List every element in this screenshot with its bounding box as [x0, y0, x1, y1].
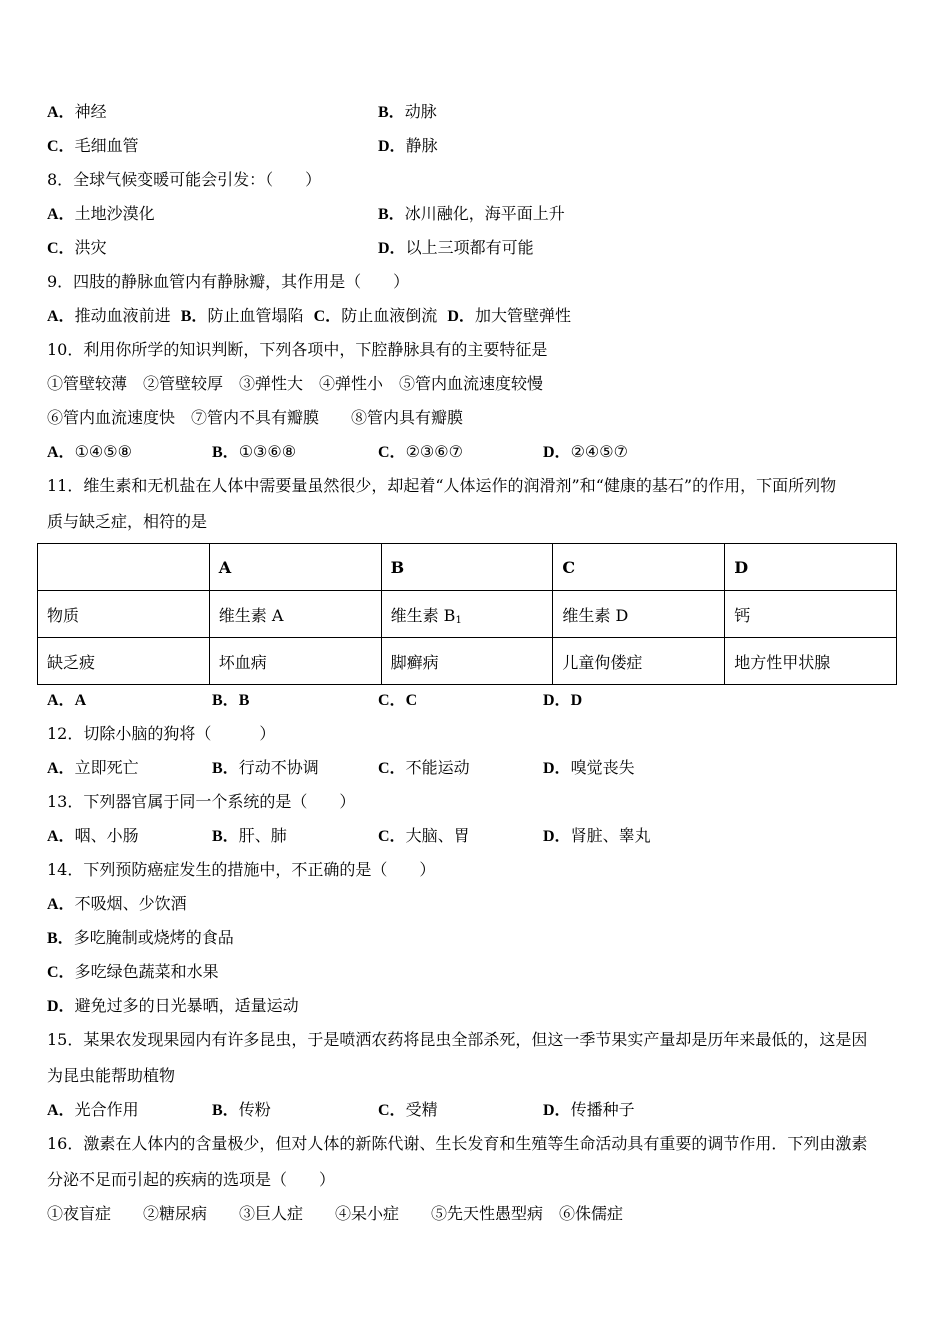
option-label: B． — [212, 1102, 239, 1119]
table-cell — [381, 591, 553, 638]
option-text: 咽、小肠 — [74, 826, 139, 845]
option-label: B． — [378, 104, 405, 121]
table-row-label: 物质 — [38, 591, 210, 638]
q9-options — [47, 306, 571, 327]
option-text: 肾脏、睾丸 — [570, 826, 651, 845]
q11-option-a — [47, 690, 86, 711]
q16-stem-line2: 分泌不足而引起的疾病的选项是（ ） — [47, 1170, 336, 1189]
q10-stem: 10．利用你所学的知识判断，下列各项中，下腔静脉具有的主要特征是 — [47, 340, 548, 359]
q14-option-b — [47, 928, 234, 949]
q10-items-line2: ⑥管内血流速度快 ⑦管内不具有瓣膜 ⑧管内具有瓣膜 — [47, 408, 464, 427]
option-label: B． — [212, 760, 239, 777]
option-text: B — [238, 692, 250, 709]
option-label: C． — [313, 308, 342, 325]
q11-stem-line1: 11．维生素和无机盐在人体中需要量虽然很少，却起着“人体运作的润滑剂”和“健康的基石”的作用，下面所列物 — [47, 476, 837, 495]
option-label: C． — [378, 1102, 406, 1119]
q8-option-a — [47, 204, 155, 225]
option-text: 冰川融化，海平面上升 — [404, 204, 565, 223]
option-label: A． — [47, 896, 75, 913]
option-label: A． — [47, 760, 75, 777]
table-cell — [38, 544, 210, 591]
q15-option-a — [47, 1100, 139, 1121]
option-label: C． — [378, 828, 406, 845]
option-label: A． — [47, 104, 75, 121]
option-text: 行动不协调 — [238, 758, 319, 777]
option-label: A． — [47, 308, 75, 325]
q13-option-a — [47, 826, 139, 847]
option-text: 加大管壁弹性 — [474, 306, 571, 325]
option-text: 不吸烟、少饮酒 — [74, 894, 187, 913]
q14-option-a — [47, 894, 187, 915]
table-cell: 坏血病 — [209, 638, 381, 685]
q10-items-line1: ①管壁较薄 ②管壁较厚 ③弹性大 ④弹性小 ⑤管内血流速度较慢 — [47, 374, 544, 393]
q7-option-d — [378, 136, 438, 157]
q14-option-c — [47, 962, 219, 983]
option-label: B． — [378, 206, 405, 223]
table-header-cell: D — [725, 544, 897, 591]
q8-option-b — [378, 204, 565, 225]
option-label: D． — [47, 998, 75, 1015]
option-text: 推动血液前进 — [74, 306, 171, 325]
q11-option-b — [212, 690, 249, 711]
table-cell: 钙 — [725, 591, 897, 638]
q7-option-b — [378, 102, 437, 123]
q11-option-d — [543, 690, 582, 711]
table-row-label: 缺乏疲 — [38, 638, 210, 685]
option-label: A． — [47, 1102, 75, 1119]
option-label: C． — [378, 692, 406, 709]
option-label: C． — [47, 138, 75, 155]
q14-option-d — [47, 996, 299, 1017]
q12-option-a — [47, 758, 139, 779]
q12-stem: 12．切除小脑的狗将（ ） — [47, 724, 276, 743]
option-text: 静脉 — [405, 136, 438, 155]
q8-stem: 8．全球气候变暖可能会引发：（ ） — [47, 170, 322, 189]
option-text: 洪灾 — [74, 238, 107, 257]
option-label: D． — [378, 240, 406, 257]
option-text: 毛细血管 — [74, 136, 139, 155]
option-label: D． — [543, 444, 571, 461]
option-label: B． — [212, 692, 239, 709]
option-label: D． — [543, 828, 571, 845]
option-text: 光合作用 — [74, 1100, 139, 1119]
q15-stem-line2: 为昆虫能帮助植物 — [47, 1066, 176, 1085]
option-text: 多吃绿色蔬菜和水果 — [74, 962, 219, 981]
option-label: B． — [212, 828, 239, 845]
table-header-cell: C — [553, 544, 725, 591]
q15-option-d — [543, 1100, 635, 1121]
q12-option-d — [543, 758, 635, 779]
option-text: ②④⑤⑦ — [570, 442, 628, 461]
option-text: D — [570, 692, 583, 709]
q13-option-c — [378, 826, 470, 847]
option-text: 防止血液倒流 — [341, 306, 438, 325]
q16-items: ①夜盲症 ②糖尿病 ③巨人症 ④呆小症 ⑤先天性愚型病 ⑥侏儒症 — [47, 1204, 624, 1223]
option-text: 传播种子 — [570, 1100, 635, 1119]
table-cell: 维生素 A — [209, 591, 381, 638]
option-label: D． — [543, 760, 571, 777]
q8-option-d — [378, 238, 534, 259]
option-label: A． — [47, 828, 75, 845]
table-cell: 脚癣病 — [381, 638, 553, 685]
q15-option-c — [378, 1100, 438, 1121]
option-text: 多吃腌制或烧烤的食品 — [73, 928, 234, 947]
table-header-row — [38, 544, 897, 591]
option-text: 立即死亡 — [74, 758, 139, 777]
q10-option-d — [543, 442, 628, 463]
table-cell: 地方性甲状腺 — [725, 638, 897, 685]
option-label: D． — [447, 308, 475, 325]
option-text: 嗅觉丧失 — [570, 758, 635, 777]
option-label: C． — [47, 240, 75, 257]
option-label: C． — [378, 760, 406, 777]
table-header-cell: B — [381, 544, 553, 591]
q10-option-a — [47, 442, 132, 463]
option-text: ①④⑤⑧ — [74, 442, 132, 461]
option-text: ①③⑥⑧ — [238, 442, 297, 461]
option-label: D． — [543, 692, 571, 709]
option-text: ②③⑥⑦ — [405, 442, 463, 461]
q13-stem: 13．下列器官属于同一个系统的是（ ） — [47, 792, 356, 811]
option-label: D． — [543, 1102, 571, 1119]
option-label: C． — [47, 964, 75, 981]
q11-option-c — [378, 690, 417, 711]
option-text: 土地沙漠化 — [74, 204, 155, 223]
q10-option-b — [212, 442, 296, 463]
table-cell: 儿童佝偻症 — [553, 638, 725, 685]
option-text: 防止血管塌陷 — [207, 306, 304, 325]
q11-stem-line2: 质与缺乏症，相符的是 — [47, 512, 208, 531]
option-label: A． — [47, 444, 75, 461]
option-text: 受精 — [405, 1100, 438, 1119]
q8-option-c — [47, 238, 107, 259]
option-text: 不能运动 — [405, 758, 470, 777]
option-label: C． — [378, 444, 406, 461]
option-label: B． — [212, 444, 239, 461]
q13-option-d — [543, 826, 651, 847]
q7-option-a — [47, 102, 107, 123]
q10-option-c — [378, 442, 463, 463]
option-label: A． — [47, 206, 75, 223]
q15-stem-line1: 15．某果农发现果园内有许多昆虫，于是喷洒农药将昆虫全部杀死，但这一季节果实产量却是历年来最低的，这是因 — [47, 1030, 868, 1049]
q16-stem-line1: 16．激素在人体内的含量极少，但对人体的新陈代谢、生长发育和生殖等生命活动具有重要的调节作用．下列由激素 — [47, 1134, 868, 1153]
q7-option-c — [47, 136, 139, 157]
option-label: A． — [47, 692, 75, 709]
q11-table — [37, 543, 897, 685]
subscript: 1 — [455, 614, 462, 626]
option-label: B． — [47, 930, 74, 947]
option-text: C — [405, 692, 418, 709]
option-label: D． — [378, 138, 406, 155]
table-cell: 维生素 D — [553, 591, 725, 638]
option-text: 神经 — [74, 102, 107, 121]
cell-text: 维生素 B — [390, 605, 456, 625]
option-text: 传粉 — [238, 1100, 271, 1119]
q14-stem: 14．下列预防癌症发生的措施中，不正确的是（ ） — [47, 860, 436, 879]
option-text: 以上三项都有可能 — [405, 238, 534, 257]
option-text: A — [74, 692, 87, 709]
option-label: B． — [180, 308, 208, 325]
option-text: 避免过多的日光暴晒，适量运动 — [74, 996, 299, 1015]
option-text: 动脉 — [404, 102, 437, 121]
option-text: 肝、肺 — [238, 826, 287, 845]
q12-option-c — [378, 758, 470, 779]
option-text: 大脑、胃 — [405, 826, 470, 845]
table-header-cell: A — [209, 544, 381, 591]
q9-stem: 9．四肢的静脉血管内有静脉瓣，其作用是（ ） — [47, 272, 410, 291]
table-row — [38, 591, 897, 638]
q15-option-b — [212, 1100, 271, 1121]
table-row — [38, 638, 897, 685]
q12-option-b — [212, 758, 319, 779]
q13-option-b — [212, 826, 287, 847]
